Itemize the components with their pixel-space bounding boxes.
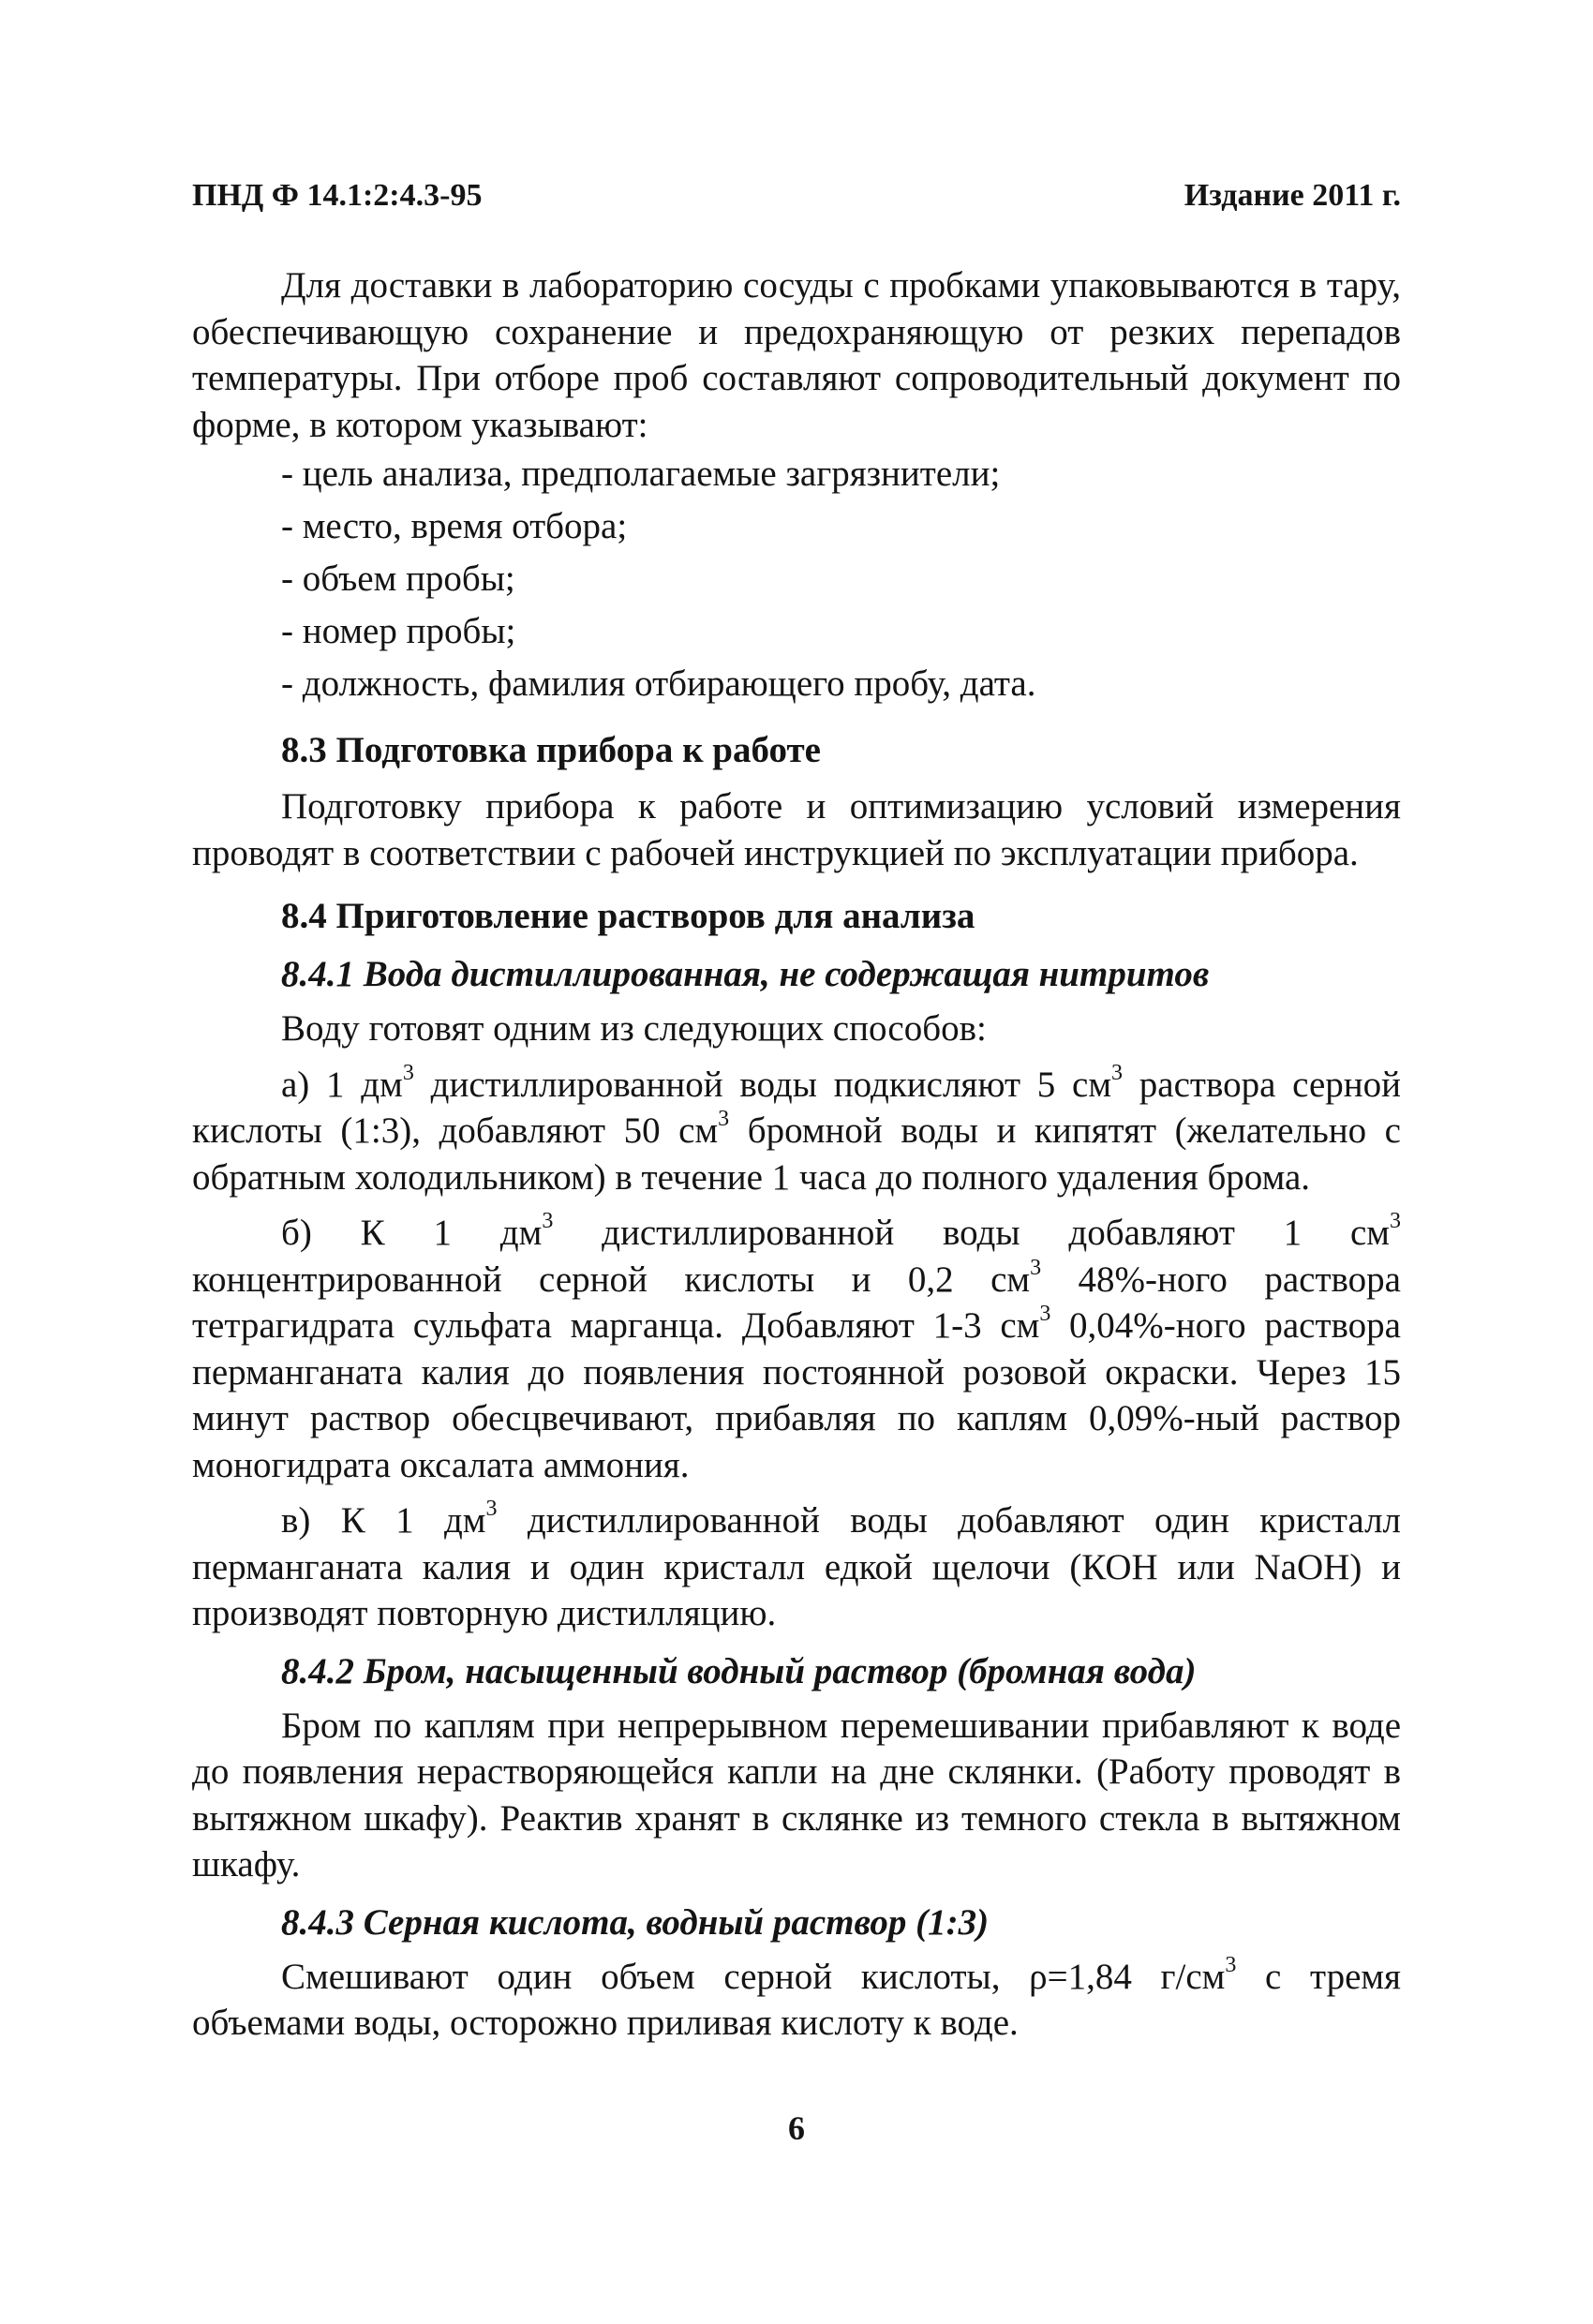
text-run: с тремя объемами воды, осторожно приливая кислоту к воде. bbox=[192, 1956, 1401, 2043]
text-run: раствора серной кислоты (1:3), добавляют 50 см bbox=[192, 1064, 1402, 1151]
document-code: ПНД Ф 14.1:2:4.3-95 bbox=[192, 178, 483, 213]
text-run: дистиллированной воды добавляют один кристалл перманганата калия и один кристалл едкой щелочи (КОН или NaOH) и производят повторную дистилляцию. bbox=[192, 1500, 1401, 1633]
page-header bbox=[192, 178, 1401, 214]
superscript: 3 bbox=[402, 1060, 414, 1085]
text-run: 0,04%-ного раствора перманганата калия до появления постоянной розовой окраски. Через 15 минут раствор обесцвечивают, прибавляя по каплям 0,09%-ный раствор моногидрата оксалата аммония. bbox=[192, 1305, 1401, 1485]
text-run: в) К 1 дм bbox=[281, 1500, 486, 1541]
superscript: 3 bbox=[542, 1209, 554, 1233]
subsection-heading-8-4-2: 8.4.2 Бром, насыщенный водный раствор (бромная вода) bbox=[281, 1650, 1197, 1691]
text-run: 48%-ного раствора тетрагидрата сульфата марганца. Добавляют 1-3 см bbox=[192, 1259, 1401, 1346]
method-a-paragraph bbox=[192, 1062, 1401, 1201]
list-item: - место, время отбора; bbox=[281, 506, 628, 546]
list-item: - цель анализа, предполагаемые загрязнители; bbox=[281, 454, 1001, 494]
text-run: а) 1 дм bbox=[281, 1064, 403, 1105]
page-content bbox=[192, 262, 1401, 2047]
section-8-4-3-text bbox=[192, 1954, 1401, 2047]
method-v-paragraph bbox=[192, 1497, 1401, 1637]
superscript: 3 bbox=[718, 1107, 730, 1131]
list-item: - должность, фамилия отбирающего пробу, дата. bbox=[281, 663, 1036, 704]
section-heading-8-3: 8.3 Подготовка прибора к работе bbox=[281, 730, 821, 770]
superscript: 3 bbox=[1030, 1255, 1042, 1280]
list-item: - номер пробы; bbox=[281, 611, 516, 651]
page-number: 6 bbox=[788, 2109, 805, 2147]
text-run: бромной воды и кипятят (желательно с обратным холодильником) в течение 1 часа до полного удаления брома. bbox=[192, 1110, 1401, 1198]
section-heading-8-4: 8.4 Приготовление растворов для анализа bbox=[281, 896, 975, 936]
superscript: 3 bbox=[1111, 1060, 1124, 1085]
superscript: 3 bbox=[485, 1497, 498, 1521]
superscript: 3 bbox=[1039, 1302, 1051, 1326]
text-run: дистиллированной воды добавляют 1 см bbox=[553, 1213, 1390, 1253]
superscript: 3 bbox=[1390, 1209, 1401, 1233]
section-8-4-2-text: Бром по каплям при непрерывном перемешивании прибавляют к воде до появления нерастворяющейся капли на дне склянки. (Работу проводят в вытяжном шкафу). Реактив хранят в склянке из темного стекла в вытяжном шкафу. bbox=[192, 1705, 1401, 1885]
intro-paragraph: Для доставки в лабораторию сосуды с пробками упаковываются в тару, обеспечивающую сохранение и предохраняющую от резких перепадов температуры. При отборе проб составляют сопроводительный документ по форме, в котором указывают: bbox=[192, 265, 1401, 445]
method-b-paragraph bbox=[192, 1210, 1401, 1488]
text-run: дистиллированной воды подкисляют 5 см bbox=[413, 1064, 1112, 1105]
method-lead-text: Воду готовят одним из следующих способов: bbox=[281, 1008, 987, 1049]
subsection-heading-8-4-1: 8.4.1 Вода дистиллированная, не содержащая нитритов bbox=[281, 954, 1210, 994]
list-item: - объем пробы; bbox=[281, 559, 515, 599]
text-run: концентрированной серной кислоты и 0,2 см bbox=[192, 1259, 1031, 1300]
text-run: Смешивают один объем серной кислоты, ρ=1,84 г/см bbox=[281, 1956, 1226, 1997]
superscript: 3 bbox=[1225, 1952, 1237, 1977]
edition-label: Издание 2011 г. bbox=[1184, 178, 1401, 213]
subsection-heading-8-4-3: 8.4.3 Серная кислота, водный раствор (1:3) bbox=[281, 1901, 990, 1943]
sample-document-fields-list bbox=[192, 448, 1401, 710]
section-8-3-text: Подготовку прибора к работе и оптимизацию условий измерения проводят в соответствии с рабочей инструкцией по эксплуатации прибора. bbox=[192, 786, 1401, 873]
text-run: б) К 1 дм bbox=[281, 1213, 543, 1253]
